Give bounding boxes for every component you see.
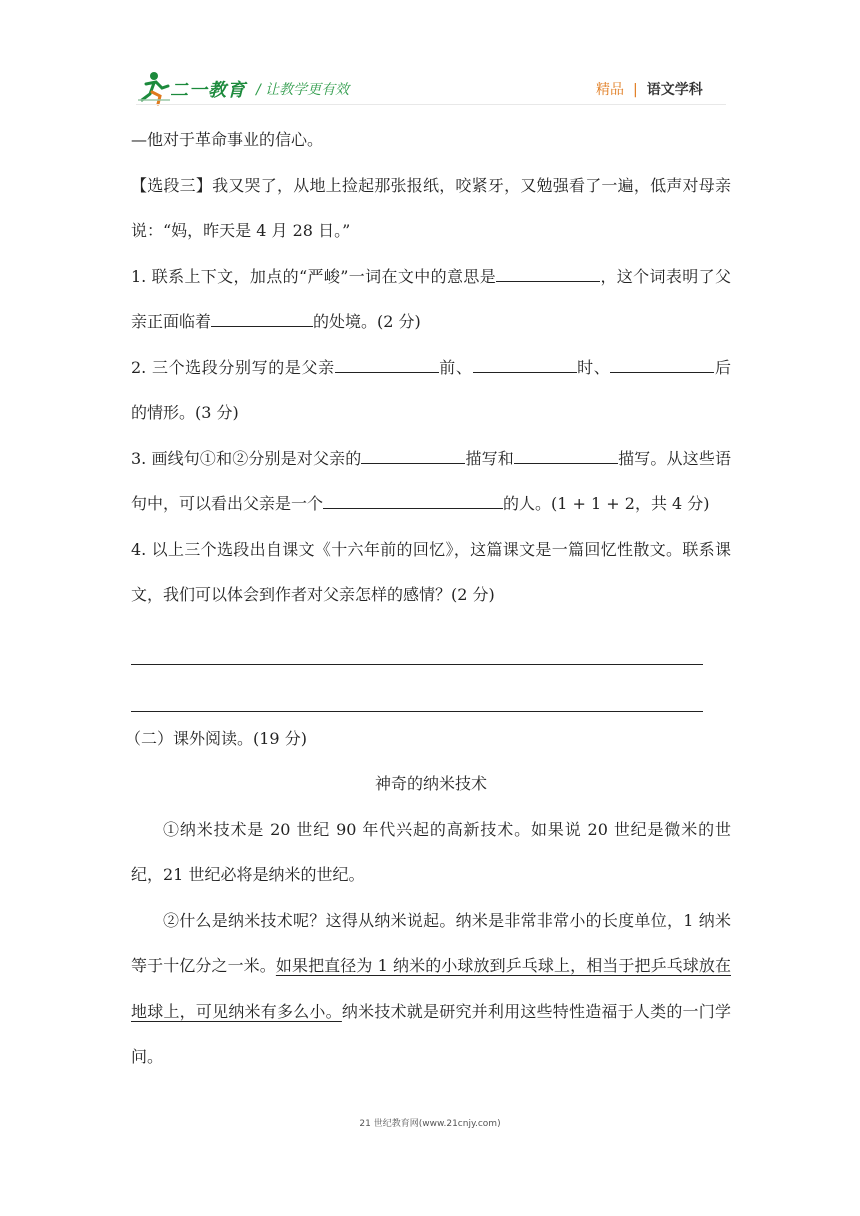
header-subject	[596, 79, 703, 99]
paragraph-text: 纳米技术就是研究并利用这些特性造福于人类的一门学问。	[131, 1001, 731, 1066]
question-text: 后的情形。(3 分)	[131, 357, 731, 422]
answer-blank[interactable]	[610, 353, 714, 373]
article-title: 神奇的纳米技术	[374, 774, 487, 793]
quality-label: 精品	[596, 82, 624, 98]
question-text: 2. 三个选段分别写的是父亲	[131, 357, 335, 377]
question-1	[131, 254, 731, 345]
subject-label: 语文学科	[646, 82, 703, 98]
answer-line[interactable]	[131, 618, 703, 665]
article-paragraph-2	[131, 898, 731, 1080]
answer-blank[interactable]	[514, 444, 618, 464]
document-body	[125, 117, 731, 1080]
question-text: 描写。从这些语句中，可以看出父亲是一个	[131, 448, 731, 513]
question-text: 的人。(1 + 1 + 2，共 4 分)	[503, 494, 710, 513]
section-heading: （二）课外阅读。(19 分)	[125, 728, 307, 748]
question-text: 3. 画线句①和②分别是对父亲的	[131, 448, 362, 468]
answer-line[interactable]	[131, 665, 703, 712]
slogan: / 让教学更有效	[256, 82, 350, 98]
logo-text: 二一教育	[170, 80, 246, 101]
question-text: ，这个词表明了父亲正面临着	[131, 266, 731, 331]
underlined-sentence: 如果把直径为 1 纳米的小球放到乒乓球上，相当于把乒乓球放在地球上，可见纳米有多么小。	[131, 956, 731, 1021]
page-header	[0, 0, 860, 112]
answer-blank[interactable]	[323, 489, 503, 509]
header-divider: |	[633, 82, 638, 98]
question-2	[131, 345, 731, 436]
question-3	[131, 436, 731, 527]
answer-blank[interactable]	[361, 444, 465, 464]
answer-blank[interactable]	[211, 307, 313, 327]
answer-blank[interactable]	[496, 262, 600, 282]
page-footer: 21 世纪教育网(www.21cnjy.com)	[359, 1119, 501, 1129]
question-4: 4. 以上三个选段出自课文《十六年前的回忆》，这篇课文是一篇回忆性散文。联系课文，我们可以体会到作者对父亲怎样的感情？(2 分)	[131, 539, 731, 604]
text-line: —他对于革命事业的信心。	[131, 130, 324, 149]
passage-three: 【选段三】我又哭了，从地上捡起那张报纸，咬紧牙，又勉强看了一遍，低声对母亲说：“妈，昨天是 4 月 28 日。”	[131, 175, 731, 240]
question-text: 时、	[576, 357, 611, 377]
question-text: 描写和	[465, 448, 514, 468]
paragraph-text: ②什么是纳米技术呢？这得从纳米说起。纳米是非常非常小的长度单位，1 纳米等于十亿分之一米。	[131, 910, 731, 975]
question-text: 1. 联系上下文，加点的“严峻”一词在文中的意思是	[131, 266, 497, 286]
question-text: 的处境。(2 分)	[313, 312, 421, 331]
article-paragraph-1: ①纳米技术是 20 世纪 90 年代兴起的高新技术。如果说 20 世纪是微米的世纪，21 世纪必将是纳米的世纪。	[131, 819, 731, 884]
answer-blank[interactable]	[335, 353, 439, 373]
question-text: 前、	[438, 357, 473, 377]
answer-blank[interactable]	[473, 353, 577, 373]
header-divider-line	[136, 104, 726, 105]
